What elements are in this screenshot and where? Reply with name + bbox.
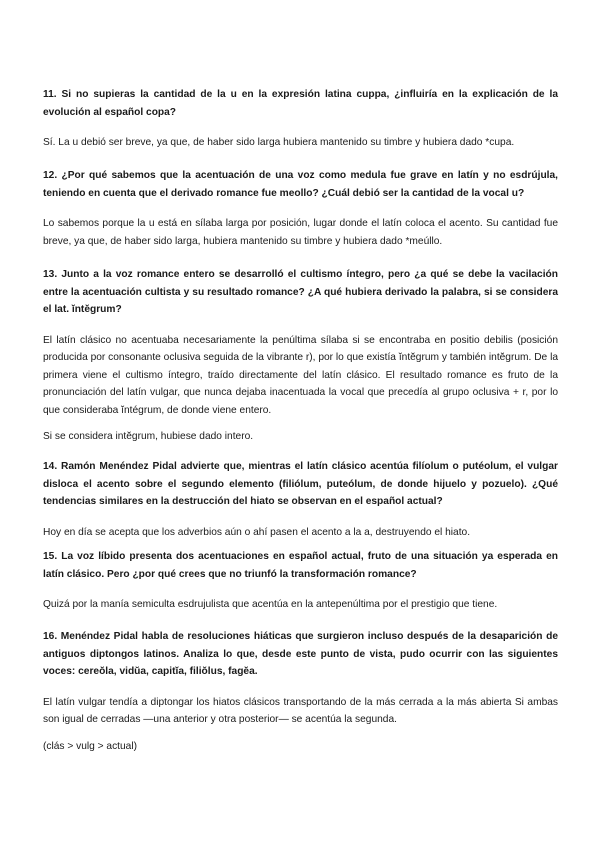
item-16 [43,628,558,755]
question-13: 13. Junto a la voz romance entero se desarrolló el cultismo íntegro, pero ¿a qué se debe la vacilación entre la acentuación cultista y su resultado romance? ¿A qué hubiera derivado la palabra, si se considera el lat. ĭntĕgrum? [43,269,558,315]
question-11: 11. Si no supieras la cantidad de la u en la expresión latina cuppa, ¿influiría en la explicación de la evolución al español copa? [43,89,558,118]
answer-14: Hoy en día se acepta que los adverbios aún o ahí pasen el acento a la a, destruyendo el hiato. [43,526,471,538]
item-12 [43,167,558,250]
answer-13-body: El latín clásico no acentuaba necesariamente la penúltima sílaba si se encontraba en positio debilis (posición producida por consonante oclusiva seguida de la vibrante r), por lo que existía ĭntĕgrum y también intĕgrum. De la primera viene el cultismo íntegro, traído directamente del latín clásico. El resultado romance es fruto de la pronunciación del latín vulgar, que nunca dejaba inacentuada la vocal que precedía al grupo oclusiva + r, por lo que consideraba ĭntégrum, de donde viene entero. [43,334,558,416]
question-12: 12. ¿Por qué sabemos que la acentuación de una voz como medula fue grave en latín y no esdrújula, teniendo en cuenta que el derivado romance fue meollo? ¿Cuál debió ser la cantidad de la vocal u? [43,170,558,199]
question-14: 14. Ramón Menéndez Pidal advierte que, mientras el latín clásico acentúa filíolum o putéolum, el vulgar disloca el acento sobre el segundo elemento (filiólum, puteólum, de donde hijuelo y pozuelo). ¿Qué tendencias similares en la destrucción del hiato se observan en el español actual? [43,461,558,507]
item-15 [43,548,558,614]
answer-16-note: (clás > vulg > actual) [43,740,137,752]
item-13 [43,266,558,446]
answer-13-note: Si se considera intĕgrum, hubiese dado intero. [43,431,254,442]
answer-15: Quizá por la manía semiculta esdrujulista que acentúa en la antepenúltima por el prestigio que tiene. [43,599,498,610]
question-16: 16. Menéndez Pidal habla de resoluciones hiáticas que surgieron incluso después de la desaparición de antiguos diptongos latinos. Analiza lo que, desde este punto de vista, pudo ocurrir con las siguientes voces: cereŏla, vidŭa, capitĭa, filiŏlus, fagĕa. [43,631,558,677]
item-11 [43,86,558,152]
item-14 [43,458,558,541]
answer-16: El latín vulgar tendía a diptongar los hiatos clásicos transportando de la más cerrada a la más abierta Si ambas son igual de cerradas —una anterior y otra posterior— se acentúa la segunda. [43,696,558,725]
question-15: 15. La voz líbido presenta dos acentuaciones en español actual, fruto de una situación ya esperada en latín clásico. Pero ¿por qué crees que no triunfó la transformación romance? [43,551,558,580]
answer-11: Sí. La u debió ser breve, ya que, de haber sido larga hubiera mantenido su timbre y hubiera dado *cupa. [43,137,515,148]
answer-12: Lo sabemos porque la u está en sílaba larga por posición, lugar donde el latín coloca el acento. Su cantidad fue breve, ya que, de haber sido larga, hubiera mantenido su timbre y hubiera dado *meúllo. [43,218,558,247]
